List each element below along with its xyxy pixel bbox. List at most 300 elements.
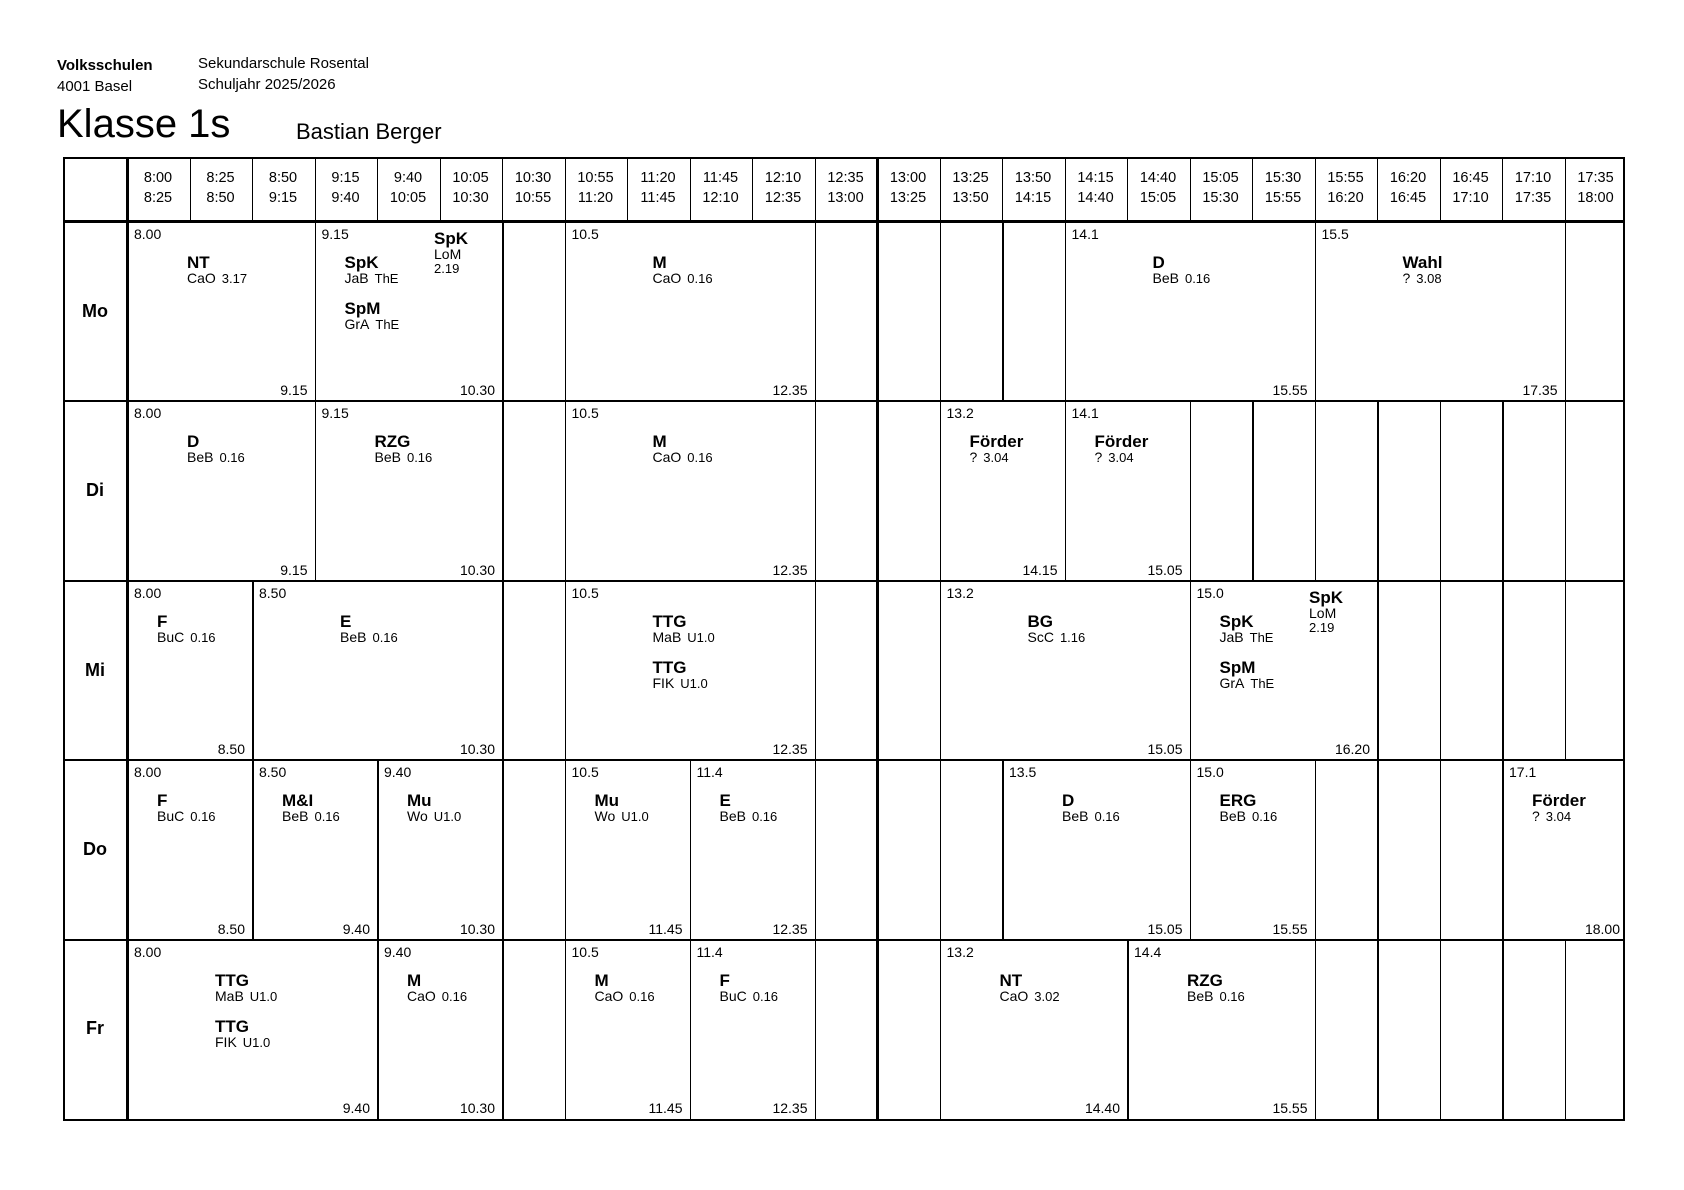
time-slot-header	[252, 168, 314, 208]
lesson-teacher: CaO	[187, 270, 216, 286]
time-slot-header	[565, 168, 627, 208]
lesson-block[interactable]	[1002, 760, 1190, 939]
time-slot-end: 12:10	[702, 190, 739, 206]
time-slot-start: 13:25	[952, 170, 989, 186]
lesson-block[interactable]	[252, 581, 502, 760]
lesson-room: 0.16	[441, 988, 468, 1004]
time-slot-end: 9:15	[268, 190, 298, 206]
lesson-start-time: 10.5	[571, 764, 599, 781]
time-slot-end: 11:45	[640, 190, 676, 206]
time-slot-end: 16:20	[1327, 190, 1364, 206]
time-slot-start: 13:50	[1014, 170, 1052, 186]
lesson-teacher: CaO	[652, 270, 682, 286]
time-slot-header	[627, 168, 689, 208]
lesson-start-time: 14.1	[1071, 405, 1099, 422]
slot-column-line	[1565, 222, 1567, 401]
lesson-entry	[407, 972, 467, 1004]
lesson-room: ThE	[1249, 629, 1274, 645]
lesson-start-time: 15.0	[1196, 764, 1224, 781]
time-slot-start: 9:40	[393, 170, 423, 186]
time-slot-end: 18:00	[1577, 190, 1614, 206]
lesson-end-time: 10.30	[459, 561, 495, 578]
lesson-entry	[157, 792, 216, 824]
time-slot-end: 17:35	[1514, 190, 1552, 206]
lesson-block[interactable]	[690, 760, 815, 939]
lesson-room: 0.16	[687, 271, 713, 286]
slot-column-line	[1252, 401, 1254, 580]
lesson-entry	[1187, 972, 1245, 1004]
lesson-room: 0.16	[1219, 988, 1245, 1004]
day-label: Mi	[85, 659, 105, 680]
lesson-room: 3.04	[1108, 450, 1134, 466]
lesson-start-time: 17.1	[1509, 764, 1537, 781]
lesson-start-time: 9.40	[384, 943, 412, 960]
time-slot-end: 15:05	[1139, 190, 1177, 206]
day-label: Fr	[86, 1018, 104, 1039]
grid-border-bottom	[63, 1119, 1623, 1121]
time-slot-header	[1252, 168, 1314, 208]
lesson-subject: ERG	[1219, 791, 1257, 811]
school-name: Sekundarschule Rosental	[198, 55, 369, 72]
lesson-subject: M	[407, 970, 422, 990]
lesson-room: 0.16	[629, 988, 655, 1004]
lesson-room: 3.02	[1034, 988, 1060, 1004]
time-slot-start: 17:10	[1514, 170, 1552, 186]
time-slot-start: 12:35	[827, 170, 864, 186]
lesson-room: ThE	[374, 271, 399, 286]
lesson-subject: F	[157, 791, 168, 811]
slot-column-line	[1565, 401, 1567, 580]
lesson-start-time: 8.00	[134, 764, 162, 781]
lesson-subject: D	[187, 432, 200, 452]
lesson-block[interactable]	[940, 940, 1128, 1119]
lesson-block[interactable]	[940, 401, 1065, 580]
lesson-end-time: 12.35	[772, 741, 808, 758]
lesson-end-time: 10.30	[459, 741, 495, 758]
time-slot-header	[1127, 168, 1189, 208]
lesson-subject: E	[340, 611, 352, 631]
lesson-teacher: JaB	[344, 270, 369, 286]
lesson-room: 0.16	[314, 809, 340, 825]
lesson-block[interactable]	[127, 760, 252, 939]
lesson-room: 3.04	[983, 450, 1009, 466]
lesson-room: ThE	[1250, 675, 1275, 691]
lesson-teacher: ?	[1094, 449, 1103, 466]
lesson-start-time: 8.00	[134, 943, 162, 960]
lesson-room: 0.16	[752, 988, 779, 1004]
lesson-end-time: 9.15	[280, 561, 308, 578]
slot-column-line	[1315, 760, 1317, 939]
lesson-block[interactable]	[127, 940, 377, 1119]
lesson-entry	[1220, 659, 1275, 691]
time-slot-start: 10:55	[577, 170, 614, 186]
lesson-subject: TTG	[652, 611, 687, 631]
lesson-block[interactable]	[690, 940, 815, 1119]
time-slot-header	[1377, 168, 1439, 208]
slot-column-line	[1502, 581, 1504, 760]
time-slot-start: 10:05	[452, 170, 489, 186]
lesson-start-time: 10.5	[571, 405, 599, 422]
lesson-teacher: CaO	[594, 987, 624, 1004]
lesson-subject: SpK	[1219, 611, 1254, 631]
lesson-start-time: 13.2	[946, 943, 974, 960]
time-slot-start: 14:40	[1139, 170, 1177, 186]
day-label: Do	[83, 838, 107, 859]
lesson-end-time: 8.50	[217, 741, 245, 758]
lesson-block[interactable]	[1315, 222, 1565, 401]
slot-column-line	[815, 401, 817, 580]
lesson-start-time: 10.5	[571, 226, 599, 242]
lesson-room: 0.16	[190, 629, 216, 645]
slot-column-line	[815, 222, 817, 401]
time-slot-start: 17:35	[1577, 170, 1614, 186]
lesson-teacher: ScC	[1027, 628, 1054, 645]
lesson-teacher: BeB	[1187, 987, 1214, 1004]
lesson-teacher: BuC	[157, 808, 185, 825]
lesson-start-time: 8.00	[134, 584, 162, 601]
time-slot-header	[1440, 168, 1502, 208]
lesson-end-time: 17.35	[1522, 382, 1558, 399]
lesson-block[interactable]	[1127, 940, 1315, 1119]
time-slot-start: 9:15	[331, 170, 360, 186]
lesson-room: 3.08	[1416, 271, 1442, 286]
lesson-subject: SpK	[434, 229, 468, 248]
org-city: 4001 Basel	[57, 78, 133, 95]
lesson-subject: BG	[1027, 611, 1053, 631]
lesson-room: 0.16	[219, 450, 245, 466]
lesson-entry	[282, 792, 340, 824]
lesson-end-time: 9.15	[280, 382, 308, 399]
lesson-entry	[375, 433, 433, 465]
lesson-subject: NT	[187, 253, 210, 272]
lesson-block[interactable]	[127, 222, 315, 401]
time-slot-start: 15:30	[1264, 170, 1302, 186]
lesson-entry	[970, 433, 1024, 465]
time-slot-start: 16:45	[1452, 170, 1489, 186]
lesson-block[interactable]	[252, 760, 377, 939]
time-slot-start: 11:20	[640, 170, 676, 186]
lesson-block[interactable]	[940, 581, 1190, 760]
lesson-subject: Mu	[407, 791, 432, 811]
time-slot-end: 14:15	[1014, 190, 1052, 206]
lesson-teacher: LoM	[1309, 604, 1337, 621]
lesson-entry	[1220, 792, 1278, 824]
time-slot-header	[877, 168, 939, 208]
time-slot-end: 15:30	[1202, 190, 1239, 206]
lesson-room: U1.0	[680, 675, 708, 691]
lesson-subject: M	[652, 432, 667, 452]
lesson-subject: TTG	[215, 970, 249, 990]
time-slot-start: 11:45	[702, 170, 739, 186]
lesson-room: 0.16	[751, 809, 778, 825]
lesson-start-time: 9.15	[321, 405, 349, 422]
lesson-start-time: 9.40	[384, 764, 412, 781]
lesson-block[interactable]	[1190, 581, 1378, 760]
time-slot-start: 10:30	[514, 170, 552, 186]
lesson-block[interactable]	[1190, 760, 1315, 939]
lesson-end-time: 12.35	[772, 561, 808, 578]
lesson-start-time: 13.2	[946, 405, 974, 422]
lesson-end-time: 11.45	[648, 1099, 683, 1116]
time-slot-start: 12:10	[764, 170, 802, 186]
lesson-start-time: 15.5	[1321, 226, 1349, 242]
lesson-block[interactable]	[377, 940, 502, 1119]
time-slot-start: 13:00	[889, 170, 927, 186]
lesson-teacher: ?	[969, 449, 978, 466]
slot-column-line	[1315, 940, 1317, 1119]
time-slot-header	[1190, 168, 1252, 208]
lesson-room: 0.16	[1251, 809, 1278, 825]
lesson-room: U1.0	[621, 809, 649, 825]
lesson-entry	[1532, 792, 1586, 824]
lesson-block[interactable]	[565, 940, 690, 1119]
lesson-block[interactable]	[315, 401, 503, 580]
time-slot-header	[1002, 168, 1064, 208]
lesson-room: 2.19	[1309, 619, 1335, 635]
lesson-end-time: 15.55	[1272, 382, 1308, 399]
time-slot-header	[690, 168, 752, 208]
lesson-subject: D	[1152, 253, 1165, 272]
lesson-teacher: FIK	[652, 674, 675, 691]
lesson-room: U1.0	[433, 809, 462, 825]
time-slot-start: 15:05	[1202, 170, 1239, 186]
time-slot-header	[940, 168, 1002, 208]
lesson-teacher: BeB	[1152, 270, 1179, 286]
slot-column-line	[1440, 760, 1442, 939]
day-label: Di	[86, 480, 104, 501]
lesson-teacher: BuC	[157, 628, 185, 645]
lesson-end-time: 9.40	[342, 920, 370, 937]
time-slot-end: 16:45	[1389, 190, 1427, 206]
class-title: Klasse 1s	[57, 102, 231, 146]
time-slot-header	[440, 168, 502, 208]
lesson-room: U1.0	[242, 1034, 271, 1050]
time-slot-header	[1502, 168, 1564, 208]
lesson-end-time: 16.20	[1334, 741, 1370, 758]
lesson-subject: SpK	[344, 253, 379, 272]
lesson-entry	[653, 254, 713, 286]
lesson-subject: F	[719, 970, 730, 990]
lesson-block[interactable]	[565, 401, 815, 580]
midday-separator	[876, 157, 879, 1119]
day-label: Mo	[82, 300, 108, 321]
lesson-block[interactable]	[127, 401, 315, 580]
lesson-subject: E	[719, 791, 731, 811]
lesson-room: 0.16	[1094, 809, 1120, 825]
lesson-block[interactable]	[127, 581, 252, 760]
lesson-block[interactable]	[565, 581, 815, 760]
lesson-end-time: 12.35	[772, 920, 808, 937]
slot-column-line	[502, 760, 504, 939]
time-slot-end: 8:25	[143, 190, 173, 206]
lesson-end-time: 9.40	[342, 1099, 370, 1116]
slot-column-line	[1190, 401, 1192, 580]
lesson-end-time: 15.05	[1147, 561, 1183, 578]
lesson-end-time: 14.15	[1022, 561, 1058, 578]
lesson-end-time: 12.35	[772, 1099, 808, 1116]
time-slot-end: 8:50	[206, 190, 235, 206]
lesson-entry	[157, 613, 216, 645]
time-slot-end: 12:35	[764, 190, 802, 206]
lesson-start-time: 8.50	[259, 764, 287, 781]
lesson-subject: SpM	[344, 299, 381, 318]
lesson-block[interactable]	[1065, 222, 1315, 401]
slot-column-line	[940, 760, 942, 939]
time-slot-end: 13:25	[889, 190, 927, 206]
lesson-room: ThE	[375, 317, 400, 332]
time-slot-end: 10:05	[389, 190, 427, 206]
lesson-end-time: 8.50	[217, 920, 245, 937]
lesson-entry	[1153, 254, 1211, 286]
lesson-entry	[1000, 972, 1060, 1004]
lesson-teacher: BeB	[340, 628, 367, 645]
slot-column-line	[1377, 940, 1379, 1119]
time-slot-header	[752, 168, 814, 208]
lesson-end-time: 10.30	[459, 920, 495, 937]
lesson-entry	[345, 254, 399, 286]
lesson-entry	[653, 433, 713, 465]
lesson-room: U1.0	[249, 988, 278, 1004]
lesson-subject: Förder	[1094, 432, 1149, 452]
lesson-block[interactable]	[377, 760, 502, 939]
lesson-teacher: BuC	[719, 987, 747, 1004]
lesson-subject: M	[594, 970, 609, 990]
lesson-room: 0.16	[1184, 271, 1211, 286]
time-slot-end: 13:50	[952, 190, 989, 206]
grid-border-right	[1623, 157, 1625, 1121]
lesson-block[interactable]	[565, 222, 815, 401]
lesson-end-time: 10.30	[459, 1099, 495, 1116]
slot-column-line	[940, 222, 942, 401]
time-slot-header	[1065, 168, 1127, 208]
school-year: Schuljahr 2025/2026	[198, 76, 336, 93]
lesson-entry	[345, 300, 400, 332]
slot-column-line	[1315, 401, 1317, 580]
time-slot-start: 14:15	[1077, 170, 1114, 186]
lesson-start-time: 13.2	[946, 584, 974, 601]
time-slot-header	[127, 168, 189, 208]
lesson-end-time: 14.40	[1084, 1099, 1120, 1116]
lesson-teacher: ?	[1532, 808, 1540, 825]
slot-column-line	[1377, 581, 1379, 760]
lesson-entry	[1062, 792, 1120, 824]
time-slot-header	[1565, 168, 1627, 208]
lesson-start-time: 11.4	[696, 764, 723, 781]
slot-column-line	[815, 760, 817, 939]
lesson-start-time: 15.0	[1196, 584, 1224, 601]
slot-column-line	[1565, 581, 1567, 760]
lesson-block[interactable]	[1065, 401, 1190, 580]
time-slot-start: 8:25	[206, 170, 235, 186]
lesson-block[interactable]	[565, 760, 690, 939]
lesson-entry	[653, 613, 715, 645]
slot-column-line	[502, 401, 504, 580]
lesson-subject: D	[1062, 791, 1075, 811]
time-slot-header	[190, 168, 252, 208]
slot-column-line	[502, 940, 504, 1119]
lesson-entry	[595, 792, 649, 824]
lesson-start-time: 14.4	[1134, 943, 1162, 960]
time-slot-end: 11:20	[577, 190, 614, 206]
lesson-teacher: Wo	[407, 808, 428, 825]
lesson-block[interactable]	[1502, 760, 1627, 939]
lesson-end-time: 18.00	[1584, 920, 1620, 937]
lesson-teacher: BeB	[719, 808, 746, 825]
lesson-teacher: GrA	[344, 316, 370, 332]
lesson-start-time: 8.00	[134, 226, 162, 242]
time-slot-header	[377, 168, 439, 208]
lesson-teacher: MaB	[652, 628, 682, 645]
time-slot-start: 16:20	[1389, 170, 1427, 186]
lesson-subject: Mu	[594, 791, 620, 811]
lesson-entry	[595, 972, 655, 1004]
lesson-block[interactable]	[315, 222, 503, 401]
time-slot-end: 15:55	[1264, 190, 1302, 206]
slot-column-line	[1440, 401, 1442, 580]
lesson-subject: F	[157, 611, 168, 631]
lesson-start-time: 8.00	[134, 405, 162, 422]
lesson-room: 3.17	[221, 271, 248, 286]
slot-column-line	[1002, 222, 1004, 401]
lesson-end-time: 15.05	[1147, 920, 1183, 937]
lesson-teacher: BeB	[1219, 808, 1246, 825]
time-slot-end: 14:40	[1077, 190, 1114, 206]
time-slot-end: 10:30	[452, 190, 489, 206]
lesson-subject: M&I	[282, 791, 314, 811]
lesson-end-time: 15.55	[1272, 1099, 1308, 1116]
lesson-room: 0.16	[687, 450, 713, 466]
slot-column-line	[1440, 581, 1442, 760]
lesson-entry-extra	[1309, 589, 1343, 635]
slot-column-line	[1377, 401, 1379, 580]
lesson-end-time: 10.30	[459, 382, 495, 399]
lesson-subject: SpM	[1219, 657, 1256, 677]
lesson-start-time: 11.4	[696, 943, 723, 960]
lesson-start-time: 10.5	[571, 584, 599, 601]
lesson-entry	[1403, 254, 1443, 286]
lesson-teacher: CaO	[652, 449, 682, 466]
slot-column-line	[815, 581, 817, 760]
slot-column-line	[1440, 940, 1442, 1119]
lesson-subject: RZG	[374, 432, 411, 452]
lesson-entry	[187, 254, 247, 286]
lesson-entry	[720, 792, 778, 824]
time-slot-header	[1315, 168, 1377, 208]
slot-column-line	[1377, 760, 1379, 939]
time-slot-end: 13:00	[827, 190, 864, 206]
lesson-subject: Förder	[969, 432, 1024, 452]
lesson-room: 0.16	[372, 629, 398, 645]
lesson-room: 3.04	[1545, 809, 1572, 825]
time-slot-end: 10:55	[514, 190, 552, 206]
lesson-start-time: 9.15	[321, 226, 349, 242]
lesson-start-time: 14.1	[1071, 226, 1099, 242]
lesson-start-time: 8.50	[259, 584, 287, 601]
lesson-entry	[1095, 433, 1149, 465]
lesson-subject: TTG	[652, 657, 687, 677]
lesson-end-time: 12.35	[772, 382, 808, 399]
slot-column-line	[502, 222, 504, 401]
lesson-entry	[407, 792, 461, 824]
time-slot-header	[315, 168, 377, 208]
lesson-teacher: BeB	[374, 449, 401, 466]
time-slot-end: 17:10	[1452, 190, 1489, 206]
lesson-entry	[215, 1018, 270, 1050]
lesson-subject: RZG	[1187, 970, 1223, 990]
lesson-subject: NT	[999, 970, 1023, 990]
lesson-room: 2.19	[434, 261, 460, 276]
lesson-room: 1.16	[1059, 629, 1086, 645]
